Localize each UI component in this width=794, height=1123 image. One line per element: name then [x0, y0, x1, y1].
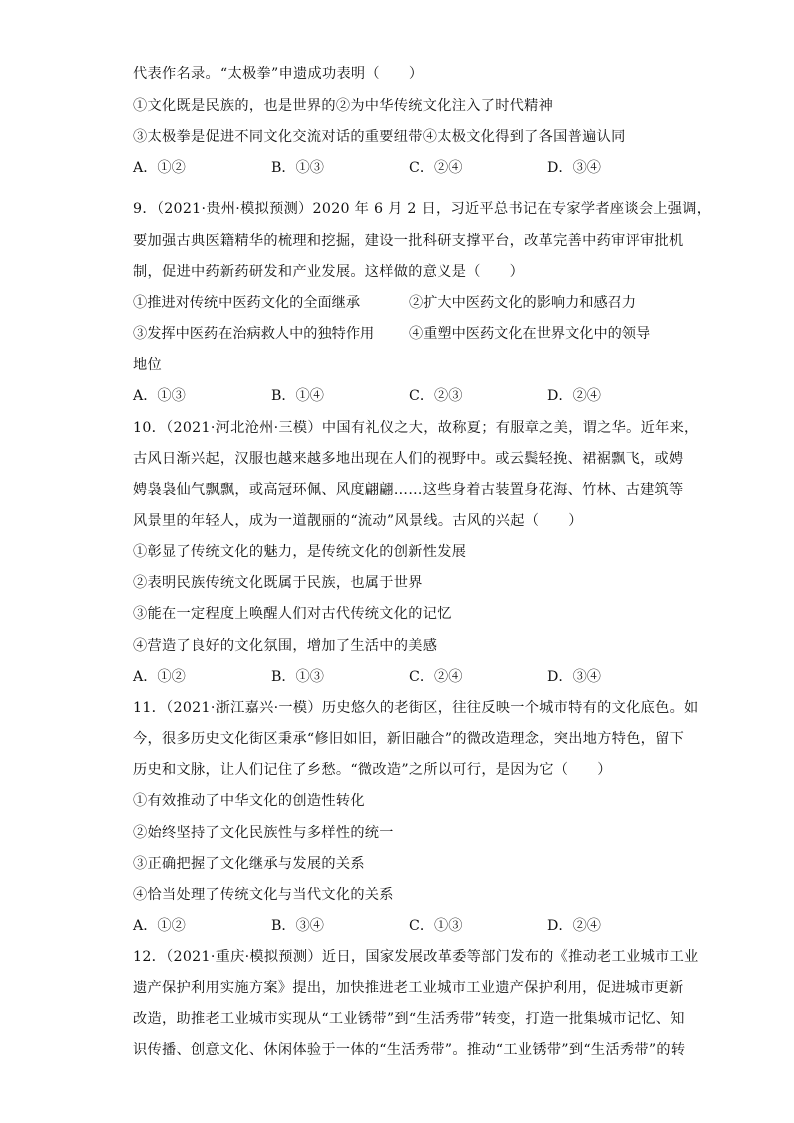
q9-statement-1: ①推进对传统中医药文化的全面继承 [133, 295, 361, 311]
q10-stem-line-3: 娉袅袅仙气飘飘，或高冠环佩、风度翩翩……这些身着古装置身花海、竹林、古建筑等 [133, 482, 684, 498]
q8-stem-end: 代表作名录。“太极拳”申遗成功表明（ ） [133, 66, 424, 82]
q10-option-d[interactable]: D．③④ [547, 669, 601, 685]
q11-statement-4: ④恰当处理了传统文化与当代文化的关系 [133, 887, 394, 903]
q10-option-b[interactable]: B．①③ [271, 669, 324, 685]
q10-option-c[interactable]: C．②④ [409, 669, 463, 685]
q10-option-a[interactable]: A．①② [133, 669, 186, 685]
q9-statement-3: ③发挥中医药在治病救人中的独特作用 [133, 326, 375, 342]
q11-stem-line-3: 历史和文脉，让人们记住了乡愁。“微改造”之所以可行，是因为它（ ） [133, 762, 612, 778]
q11-option-c[interactable]: C．①③ [409, 918, 463, 934]
q10-stem-line-2: 古风日渐兴起，汉服也越来越多地出现在人们的视野中。或云鬓轻挽、裙裾飘飞，或娉 [133, 451, 684, 467]
q9-option-a[interactable]: A．①③ [133, 388, 186, 404]
q9-option-b[interactable]: B．①④ [271, 388, 324, 404]
q11-statement-2: ②始终坚持了文化民族性与多样性的统一 [133, 825, 394, 841]
q10-options [133, 667, 663, 687]
q12-stem-line-4: 识传播、创意文化、休闲体验于一体的“生活秀带”。推动“工业锈带”到“生活秀带”的转 [133, 1042, 686, 1058]
q11-statement-3: ③正确把握了文化继承与发展的关系 [133, 856, 365, 872]
q10-statement-3: ③能在一定程度上唤醒人们对古代传统文化的记忆 [133, 606, 452, 622]
q11-option-b[interactable]: B．③④ [271, 918, 324, 934]
q9-stem-line-3: 制，促进中药新药研发和产业发展。这样做的意义是（ ） [133, 264, 525, 280]
q9-option-c[interactable]: C．②③ [409, 388, 463, 404]
q11-statement-1: ①有效推动了中华文化的创造性转化 [133, 793, 365, 809]
q12-stem-line-2: 遗产保护利用实施方案》提出，加快推进老工业城市工业遗产保护利用，促进城市更新 [133, 980, 684, 996]
q9-option-d[interactable]: D．②④ [547, 388, 601, 404]
q8-option-b[interactable]: B．①③ [271, 160, 324, 176]
q11-stem-line-1: 11．（2021·浙江嘉兴·一模）历史悠久的老街区，往往反映一个城市特有的文化底色。如 [133, 700, 699, 716]
q9-statement-4-cont: 地位 [133, 357, 162, 373]
q8-option-c[interactable]: C．②④ [409, 160, 463, 176]
q11-option-a[interactable]: A．①② [133, 918, 186, 934]
q11-option-d[interactable]: D．②④ [547, 918, 601, 934]
q9-statement-2: ②扩大中医药文化的影响力和感召力 [409, 295, 637, 311]
q11-options [133, 916, 663, 936]
q9-statement-4: ④重塑中医药文化在世界文化中的领导 [409, 326, 651, 342]
q8-statements-1-2: ①文化既是民族的，也是世界的②为中华传统文化注入了时代精神 [133, 98, 554, 114]
q10-statement-2: ②表明民族传统文化既属于民族，也属于世界 [133, 575, 423, 591]
q12-stem-line-1: 12．（2021·重庆·模拟预测）近日，国家发展改革委等部门发布的《推动老工业城市工业 [133, 949, 699, 965]
q10-stem-line-1: 10．（2021·河北沧州·三模）中国有礼仪之大，故称夏；有服章之美，谓之华。近年来， [133, 420, 699, 436]
q9-statements-row-1 [133, 293, 663, 313]
q10-statement-4: ④营造了良好的文化氛围，增加了生活中的美感 [133, 638, 438, 654]
q10-stem-line-4: 风景里的年轻人，成为一道靓丽的“流动”风景线。古风的兴起（ ） [133, 513, 583, 529]
q9-stem-line-1: 9．（2021·贵州·模拟预测）2020 年 6 月 2 日，习近平总书记在专家学者座谈会上强调， [133, 201, 712, 217]
q8-statements-3-4: ③太极拳是促进不同文化交流对话的重要纽带④太极文化得到了各国普遍认同 [133, 129, 626, 145]
q8-option-a[interactable]: A．①② [133, 160, 186, 176]
q8-option-d[interactable]: D．③④ [547, 160, 601, 176]
q9-statements-row-2 [133, 324, 663, 344]
q10-statement-1: ①彰显了传统文化的魅力，是传统文化的创新性发展 [133, 544, 467, 560]
q9-options [133, 386, 663, 406]
q9-stem-line-2: 要加强古典医籍精华的梳理和挖掘，建设一批科研支撑平台，改革完善中药审评审批机 [133, 233, 684, 249]
q11-stem-line-2: 今，很多历史文化街区秉承“修旧如旧，新旧融合”的微改造理念，突出地方特色，留下 [133, 731, 685, 747]
q8-options [133, 158, 663, 178]
q12-stem-line-3: 改造，助推老工业城市实现从“工业锈带”到“生活秀带”转变，打造一批集城市记忆、知 [133, 1011, 685, 1027]
